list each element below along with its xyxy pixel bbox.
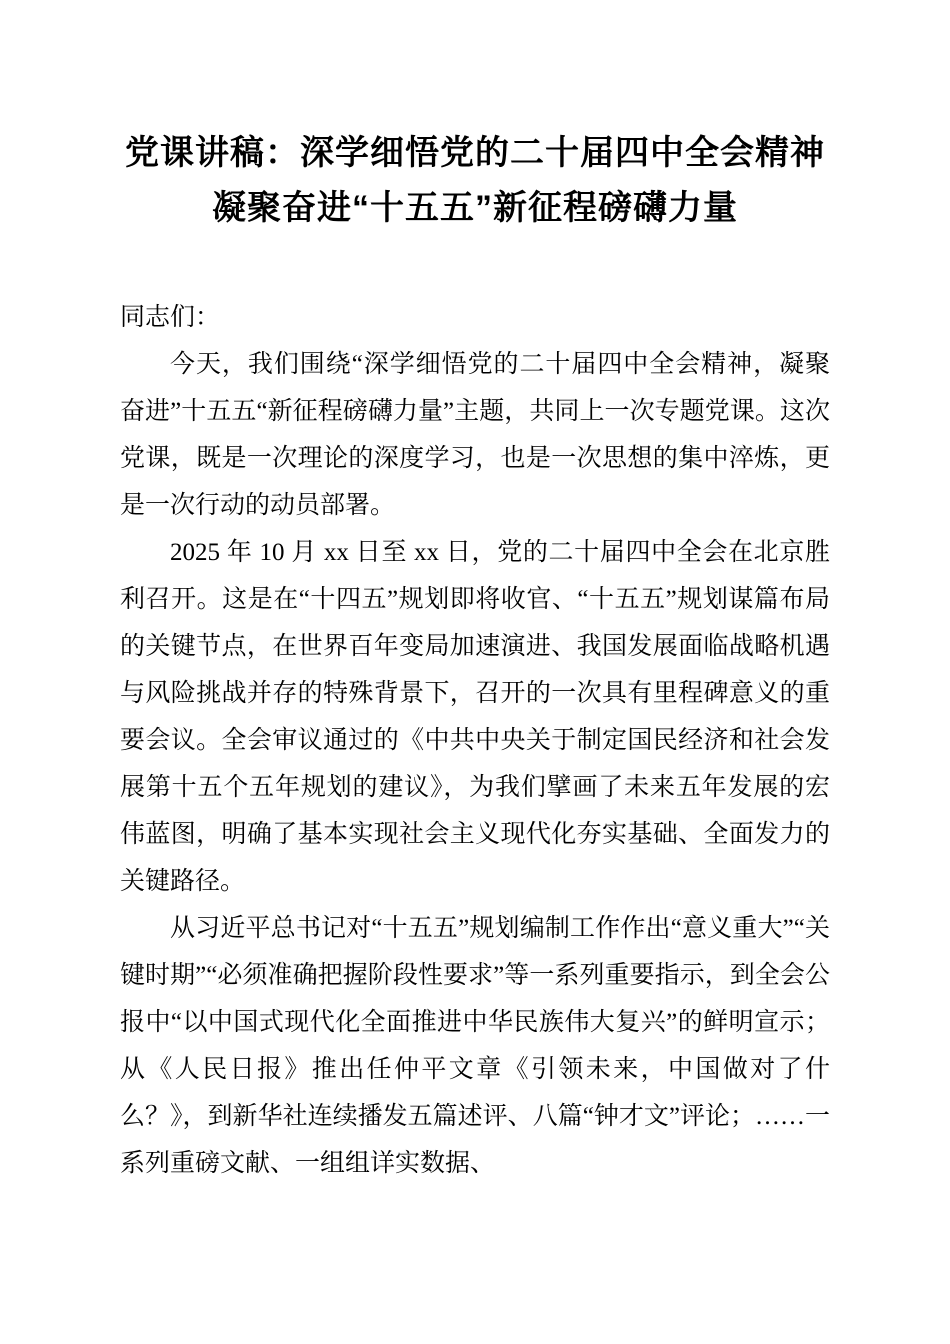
paragraph: 同志们： — [120, 304, 221, 332]
paragraph: 从习近平总书记对“十五五”规划编制工作作出“意义重大”“关键时期”“必须准确把握阶段性要求”等一系列重要指示，到全会公报中“以中国式现代化全面推进中华民族伟大复兴”的鲜明宣示；从《人民日报》推出任仲平文章《引领未来，中国做对了什么？》，到新华社连续播发五篇述评、八篇“钟才文”评论；……一系列重磅文献、一组组详实数据、 — [120, 915, 830, 1178]
paragraph: 今天，我们围绕“深学细悟党的二十届四中全会精神，凝聚奋进”十五五“新征程磅礴力量”主题，共同上一次专题党课。这次党课，既是一次理论的深度学习，也是一次思想的集中淬炼，更是一次行动的动员部署。 — [120, 351, 830, 520]
document-title-line1: 党课讲稿：深学细悟党的二十届四中全会精神 — [125, 134, 825, 172]
document-title — [120, 126, 830, 236]
paragraph: 2025 年 10 月 xx 日至 xx 日，党的二十届四中全会在北京胜利召开。这是在“十四五”规划即将收官、“十五五”规划谋篇布局的关键节点，在世界百年变局加速演进、我国发展面临战略机遇与风险挑战并存的特殊背景下，召开的一次具有里程碑意义的重要会议。全会审议通过的《中共中央关于制定国民经济和社会发展第十五个五年规划的建议》，为我们擘画了未来五年发展的宏伟蓝图，明确了基本实现社会主义现代化夯实基础、全面发力的关键路径。 — [120, 539, 830, 896]
document-body — [120, 294, 830, 1187]
document-title-line2: 凝聚奋进“十五五”新征程磅礴力量 — [212, 189, 738, 228]
